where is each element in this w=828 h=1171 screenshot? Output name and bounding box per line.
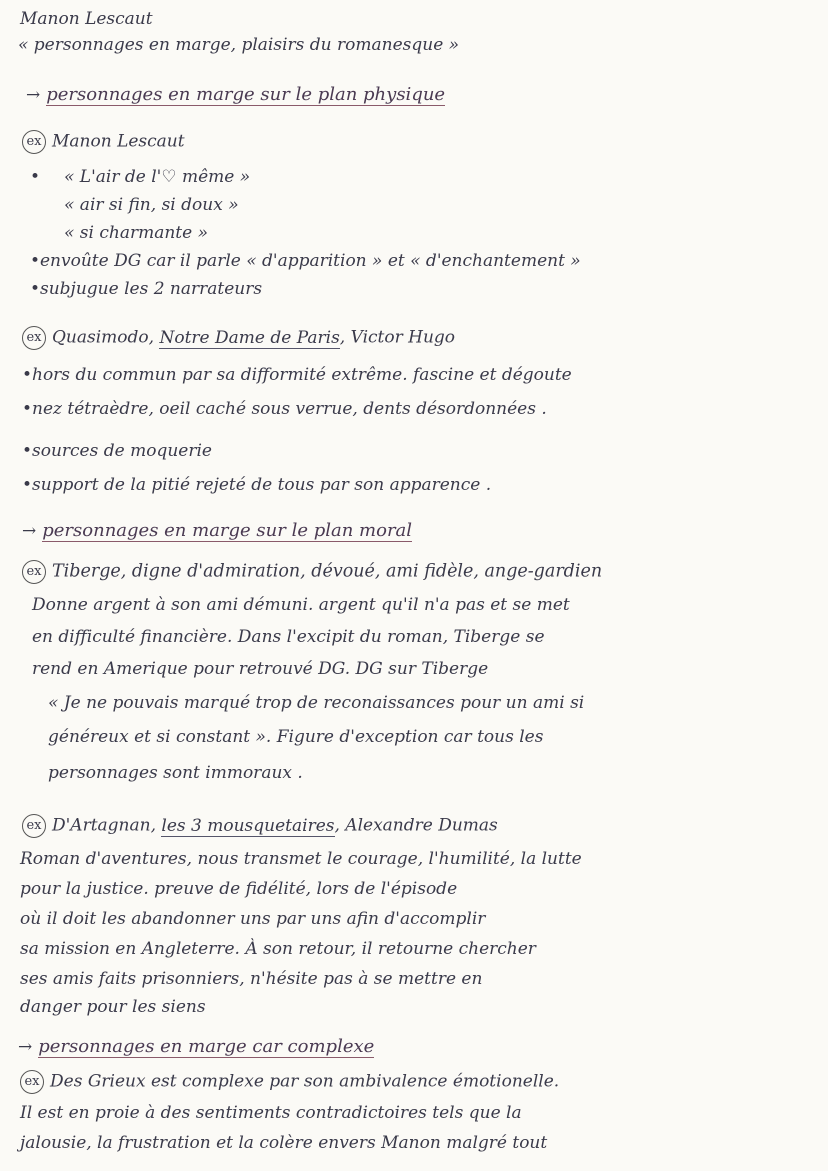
- ex-badge: ex: [22, 560, 46, 584]
- bullet-icon: •: [22, 399, 33, 419]
- section-moral-heading: personnages en marge sur le plan moral: [42, 520, 413, 541]
- bullet-icon: •: [22, 475, 33, 495]
- dartagnan-line-5: ses amis faits prisonniers, n'hésite pas à se mettre en: [20, 969, 483, 989]
- bullet-icon: •: [30, 251, 41, 271]
- tiberge-line-4: rend en Amerique pour retrouvé DG. DG sur Tiberge: [32, 659, 489, 679]
- ex-badge: ex: [20, 1070, 44, 1094]
- tiberge-line-1: ex Tiberge, digne d'admiration, dévoué, ami fidèle, ange-gardien: [22, 560, 602, 584]
- bullet-icon: •: [22, 365, 33, 385]
- dartagnan-line-3: où il doit les abandonner uns par uns afin d'accomplir: [20, 909, 486, 929]
- ex-badge: ex: [22, 130, 46, 154]
- tiberge-line-7: personnages sont immoraux .: [48, 763, 303, 783]
- tiberge-line-5: « Je ne pouvais marqué trop de reconaissances pour un ami si: [48, 693, 585, 713]
- quasimodo-point-1: •hors du commun par sa difformité extrême. fascine et dégoute: [22, 365, 572, 385]
- quasimodo-point-2: •nez tétraèdre, oeil caché sous verrue, dents désordonnées .: [22, 399, 547, 419]
- manon-quote-3: « si charmante »: [64, 223, 209, 243]
- arrow-icon: →: [26, 85, 41, 105]
- dartagnan-line-6: danger pour les siens: [20, 997, 206, 1017]
- tiberge-line-2: Donne argent à son ami démuni. argent qu'il n'a pas et se met: [32, 595, 570, 615]
- manon-quote-1: • « L'air de l'♡ même »: [30, 167, 251, 187]
- dartagnan-line-1: Roman d'aventures, nous transmet le courage, l'humilité, la lutte: [20, 849, 582, 869]
- ex-badge: ex: [22, 814, 46, 838]
- dartagnan-title: ex D'Artagnan, les 3 mousquetaires, Alexandre Dumas: [22, 814, 498, 838]
- quasimodo-point-3: •sources de moquerie: [22, 441, 212, 461]
- manon-point-2: •subjugue les 2 narrateurs: [30, 279, 263, 299]
- example-quasimodo-title: ex Quasimodo, Notre Dame de Paris, Victor Hugo: [22, 326, 455, 350]
- quasimodo-point-4: •support de la pitié rejeté de tous par son apparence .: [22, 475, 492, 495]
- section-physique-heading-row: [26, 84, 445, 106]
- page-subtitle: « personnages en marge, plaisirs du romanesque »: [18, 35, 460, 55]
- section-moral-heading-row: [22, 520, 412, 542]
- manon-point-1: •envoûte DG car il parle « d'apparition » et « d'enchantement »: [30, 251, 581, 271]
- tiberge-line-3: en difficulté financière. Dans l'excipit du roman, Tiberge se: [32, 627, 545, 647]
- desgrieux-line-1: ex Des Grieux est complexe par son ambivalence émotionelle.: [20, 1070, 559, 1094]
- manon-quote-2: « air si fin, si doux »: [64, 195, 239, 215]
- page-title: Manon Lescaut: [20, 9, 153, 29]
- bullet-icon: •: [30, 167, 41, 187]
- desgrieux-line-3: jalousie, la frustration et la colère envers Manon malgré tout: [20, 1133, 548, 1153]
- section-physique-heading: personnages en marge sur le plan physique: [46, 84, 446, 105]
- arrow-icon: →: [22, 521, 37, 541]
- arrow-icon: →: [18, 1037, 33, 1057]
- desgrieux-line-2: Il est en proie à des sentiments contradictoires tels que la: [20, 1103, 522, 1123]
- tiberge-line-6: généreux et si constant ». Figure d'exception car tous les: [48, 727, 544, 747]
- bullet-icon: •: [22, 441, 33, 461]
- dartagnan-line-4: sa mission en Angleterre. À son retour, il retourne chercher: [20, 939, 536, 959]
- section-complexe-heading-row: [18, 1036, 374, 1058]
- quasimodo-work: Notre Dame de Paris: [159, 327, 340, 348]
- bullet-icon: •: [30, 279, 41, 299]
- dartagnan-line-2: pour la justice. preuve de fidélité, lors de l'épisode: [20, 879, 458, 899]
- ex-badge: ex: [22, 326, 46, 350]
- example-manon-title: ex Manon Lescaut: [22, 130, 185, 154]
- section-complexe-heading: personnages en marge car complexe: [38, 1036, 375, 1057]
- dartagnan-work: les 3 mousquetaires: [161, 815, 335, 836]
